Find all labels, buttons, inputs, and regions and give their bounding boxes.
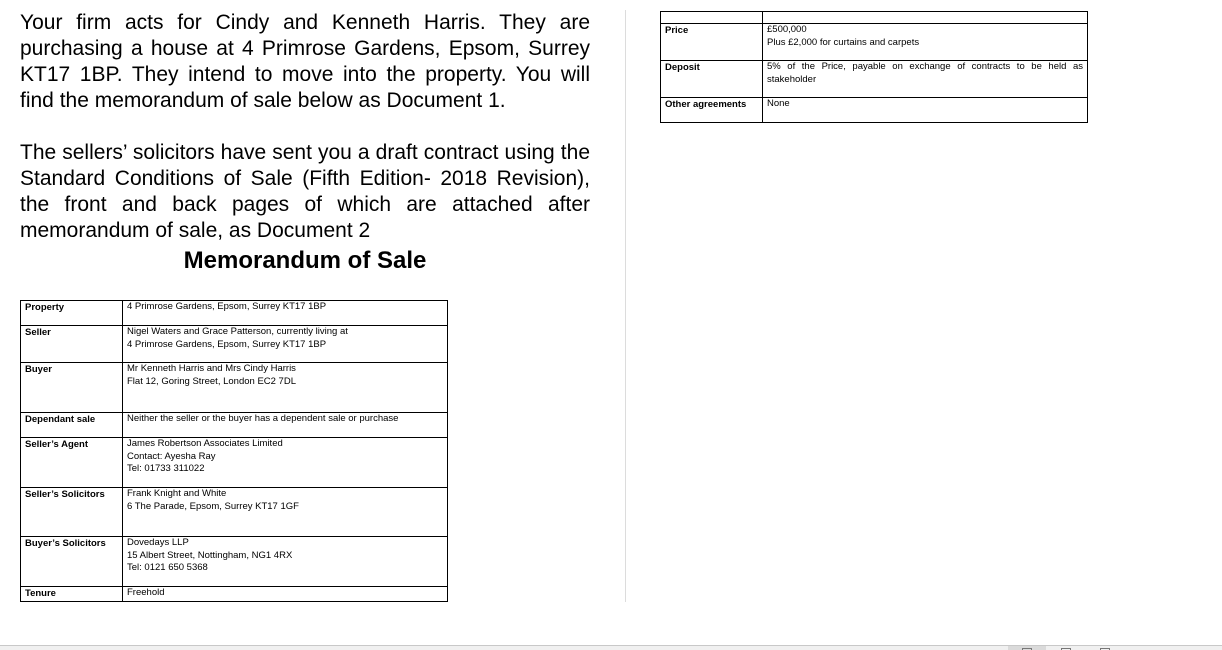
memo-value-line: James Robertson Associates Limited — [127, 438, 283, 449]
memo-value-line: Neither the seller or the buyer has a dependent sale or purchase — [127, 413, 399, 424]
memo-label: Seller — [21, 326, 123, 363]
memo-value — [123, 413, 448, 438]
memo-value — [763, 98, 1088, 123]
memo-row-price — [661, 24, 1088, 61]
memo-row-deposit — [661, 61, 1088, 98]
memo-row-buyers-solicitors — [21, 537, 448, 587]
memo-value-line: 4 Primrose Gardens, Epsom, Surrey KT17 1BP — [127, 301, 327, 312]
status-bar — [0, 645, 1222, 650]
memo-value-line: 4 Primrose Gardens, Epsom, Surrey KT17 1BP — [127, 338, 327, 350]
memo-value: 5% of the Price, payable on exchange of contracts to be held as stakeholder — [763, 61, 1088, 98]
memo-value-line: None — [767, 98, 790, 109]
memo-row-dependant-sale — [21, 413, 448, 438]
memo-value-line: Freehold — [127, 587, 165, 598]
intro-text — [20, 10, 590, 244]
memo-label — [661, 12, 763, 24]
memo-label: Tenure — [21, 587, 123, 602]
memo-row-seller — [21, 326, 448, 363]
memo-value — [763, 12, 1088, 24]
memo-label: Dependant sale — [21, 413, 123, 438]
memo-title: Memorandum of Sale — [183, 247, 427, 274]
memo-value-line: Contact: Ayesha Ray — [127, 450, 216, 462]
memo-value-line: Flat 12, Goring Street, London EC2 7DL — [127, 375, 296, 387]
memo-label: Buyer’s Solicitors — [21, 537, 123, 587]
memo-label: Price — [661, 24, 763, 61]
memo-label: Seller’s Solicitors — [21, 488, 123, 537]
column-divider — [625, 10, 626, 602]
intro-paragraph-1: Your firm acts for Cindy and Kenneth Harris. They are purchasing a house at 4 Primrose Gardens, Epsom, Surrey KT17 1BP. They intend to move into the property. You will find the memorandum of sale below as Document 1. — [20, 11, 590, 112]
memo-value — [123, 363, 448, 413]
memo-value — [123, 438, 448, 488]
memo-row-tenure — [21, 587, 448, 602]
memo-value-line: Mr Kenneth Harris and Mrs Cindy Harris — [127, 363, 296, 374]
memo-value-line: Tel: 01733 311022 — [127, 463, 205, 474]
memo-value-line: 6 The Parade, Epsom, Surrey KT17 1GF — [127, 500, 299, 512]
memo-row-property — [21, 301, 448, 326]
memo-value — [123, 301, 448, 326]
memo-table-right — [660, 11, 1088, 123]
memo-value-line: Nigel Waters and Grace Patterson, currently living at — [127, 326, 348, 337]
memo-value — [123, 537, 448, 587]
memo-value-line: Plus £2,000 for curtains and carpets — [767, 36, 920, 48]
memo-value — [123, 488, 448, 537]
memo-value-line: Frank Knight and White — [127, 488, 227, 499]
memo-value — [123, 587, 448, 602]
memo-value-line: Dovedays LLP — [127, 537, 189, 548]
memo-label: Seller’s Agent — [21, 438, 123, 488]
memo-label: Buyer — [21, 363, 123, 413]
memo-value-line: £500,000 — [767, 24, 807, 35]
intro-paragraph-2: The sellers’ solicitors have sent you a draft contract using the Standard Conditions of Sale (Fifth Edition- 2018 Revision), the front and back pages of which are attached after memorandum of sale, as Document 2 — [20, 141, 590, 242]
memo-label: Other agreements — [661, 98, 763, 123]
memo-value-line: Tel: 0121 650 5368 — [127, 562, 208, 573]
memo-row-empty — [661, 12, 1088, 24]
memo-value — [123, 326, 448, 363]
memo-table-left — [20, 300, 448, 602]
memo-label: Property — [21, 301, 123, 326]
memo-value-line: 15 Albert Street, Nottingham, NG1 4RX — [127, 549, 293, 561]
memo-label: Deposit — [661, 61, 763, 98]
memo-row-sellers-agent — [21, 438, 448, 488]
memo-row-sellers-solicitors — [21, 488, 448, 537]
memo-row-other-agreements — [661, 98, 1088, 123]
memo-row-buyer — [21, 363, 448, 413]
memo-value — [763, 24, 1088, 61]
